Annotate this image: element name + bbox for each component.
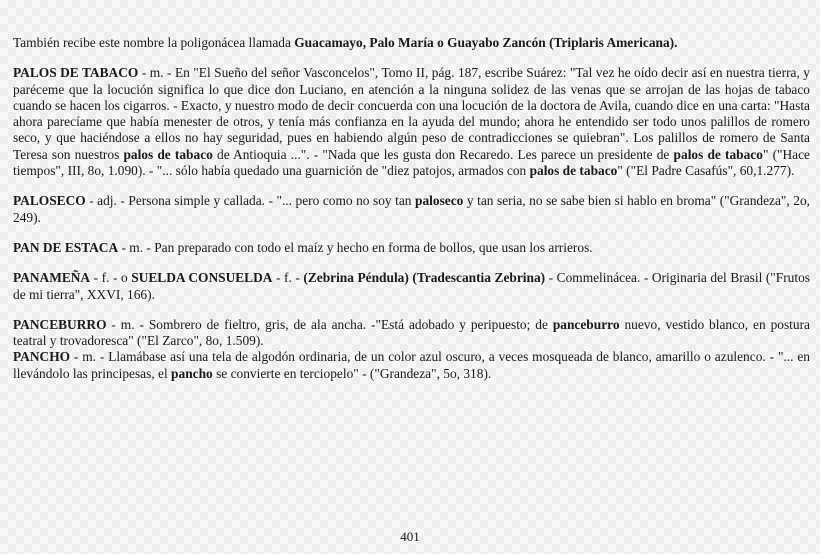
bold-term: (Zebrina Péndula) (Tradescantia Zebrina) <box>303 270 546 286</box>
entry-text: se convierte en terciopelo" - ("Grandeza", 5o, 318). <box>212 365 492 381</box>
bold-term: palos de tabaco <box>673 146 763 162</box>
bold-term: PANCHO <box>13 349 71 365</box>
entry-text: nuevo, vestido blanco, en postura teatral y trovadoresca" ("El Zarco", 8o, 1.509). <box>13 316 810 349</box>
entry-pancho <box>13 349 810 382</box>
entry-pan-de-estaca <box>13 240 810 256</box>
entry-guacamayo <box>13 35 810 51</box>
bold-term: palos de tabaco <box>529 163 618 179</box>
bold-term: pancho <box>171 365 213 381</box>
entry-panceburro <box>13 317 810 350</box>
bold-term: PAN DE ESTACA <box>13 239 119 255</box>
entry-text: " ("Hace tiempos", III, 8o, 1.090). - "... sólo había quedado una guarnición de "diez patojos, armados con <box>13 146 810 179</box>
entry-text: de Antioquia ...". - "Nada que les gusta don Recaredo. Les parece un presidente de <box>212 146 674 162</box>
entry-panamena <box>13 270 810 303</box>
bold-term: palos de tabaco <box>123 146 213 162</box>
entry-text: - Commelinácea. - Originaria del Brasil ("Frutos de mi tierra", XXVI, 166). <box>13 270 811 302</box>
entry-text: - f. - <box>272 270 304 286</box>
entry-paloseco <box>13 193 810 226</box>
bold-term: Guacamayo, Palo María o Guayabo Zancón (Triplaris Americana). <box>294 35 678 50</box>
bold-term: PANAMEÑA <box>13 270 91 286</box>
bold-term: SUELDA CONSUELDA <box>131 270 273 286</box>
document-body <box>13 35 810 382</box>
entry-text: y tan seria, no se sabe bien si hablo en broma" ("Grandeza", 2o, 249). <box>13 193 810 225</box>
entry-text: " ("El Padre Casafús", 60,1.277). <box>617 163 795 179</box>
entry-text: - m. - En "El Sueño del señor Vasconcelos", Tomo II, pág. 187, escribe Suárez: "Tal vez he oído decir así en nuestra tierra, y paréceme que la locución significa lo que dice don Luciano, en atención a la ninguna solidez de las venas que se arrojan de las hojas de tabaco cuando se hacen los cigarros. - Exacto, y nuestro modo de decir concuerda con una locución de la doctora de Avila, cuando dice en una carta: "Hasta ahora parecíame que había menester de otros, y tenía más confianza en la ayuda del mundo; ahora he entendido ser todo unos palillos de romero seco, y que haciéndose a ellos no hay seguridad, pues en habiendo algún peso de contradicciones se quiebran". Los palillos de romero de Santa Teresa son nuestros <box>13 65 811 162</box>
bold-term: PANCEBURRO <box>13 316 107 332</box>
bold-term: paloseco <box>415 193 464 209</box>
entry-text: - m. - Sombrero de fieltro, gris, de ala ancha. -"Está adobado y peripuesto; de <box>106 316 553 332</box>
entry-text: - adj. - Persona simple y callada. - "... pero como no soy tan <box>85 193 416 209</box>
bold-term: PALOS DE TABACO <box>13 65 139 81</box>
entry-text: - m. - Pan preparado con todo el maíz y hecho en forma de bollos, que usan los arrieros. <box>118 239 593 255</box>
entry-text: - f. - o <box>90 270 132 286</box>
bold-term: PALOSECO <box>13 193 86 209</box>
page-number: 401 <box>400 529 420 544</box>
bold-term: panceburro <box>552 316 620 332</box>
entry-palos-de-tabaco <box>13 65 810 179</box>
entry-text: También recibe este nombre la poligonácea llamada <box>13 35 295 50</box>
entry-text: - m. - Llamábase así una tela de algodón ordinaria, de un color azul oscuro, a veces mosqueada de blanco, amarillo o azulenco. - "... en llevándolo las principesas, el <box>13 349 810 381</box>
